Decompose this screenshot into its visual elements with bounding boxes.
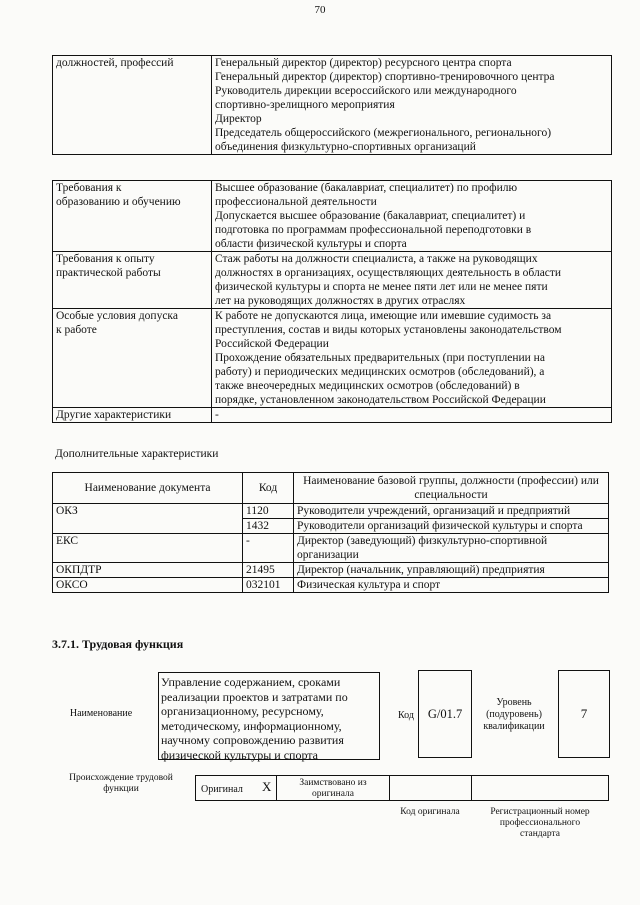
label-line: к работе <box>56 324 97 336</box>
value-line: лет на руководящих должностях в других отраслях <box>215 295 466 307</box>
label-line: Особые условия допуска <box>56 310 178 322</box>
code-original-label: Код оригинала <box>400 807 460 817</box>
divider <box>276 776 277 800</box>
label-line: Требования к <box>56 182 122 194</box>
additional-title: Дополнительные характеристики <box>55 448 219 460</box>
value-line: подготовка по программам профессиональной переподготовки в <box>215 224 532 236</box>
name-cell: Руководители организаций физической культуры и спорта <box>294 519 609 534</box>
original-label: Оригинал <box>201 784 243 795</box>
level-label: Уровень (подуровень) квалификации <box>483 697 545 732</box>
code-cell: 1432 <box>243 519 294 534</box>
requirement-label <box>53 181 212 252</box>
divider <box>471 776 472 800</box>
positions-table <box>52 55 612 155</box>
requirement-label <box>53 309 212 408</box>
value-line: К работе не допускаются лица, имеющие или имевшие судимость за <box>215 310 552 322</box>
function-name: Управление содержанием, сроками реализации проектов и затратами по организационному, ресурсному, методическому, информационному, научному сопровождению развития физической культуры и спорта <box>158 672 380 760</box>
table-row <box>53 578 609 593</box>
table-row <box>53 563 609 578</box>
position-line: объединения физкультурно-спортивных организаций <box>215 141 476 153</box>
doc-cell: ОКПДТР <box>53 563 243 578</box>
code-cell: - <box>243 534 294 563</box>
position-line: Генеральный директор (директор) спортивно-тренировочного центра <box>215 71 555 83</box>
section-heading: 3.7.1. Трудовая функция <box>52 637 184 651</box>
name-cell: Директор (заведующий) физкультурно-спортивной организации <box>294 534 609 563</box>
code-cell: 1120 <box>243 504 294 519</box>
doc-cell <box>53 519 243 534</box>
value-line: физической культуры и спорта не менее пяти лет или не менее пяти <box>215 281 548 293</box>
label-line: практической работы <box>56 267 161 279</box>
name-label: Наименование <box>69 708 133 719</box>
table-row <box>53 504 609 519</box>
name-cell: Директор (начальник, управляющий) предприятия <box>294 563 609 578</box>
doc-cell: ЕКС <box>53 534 243 563</box>
function-code: G/01.7 <box>418 670 472 758</box>
value-line: - <box>215 409 219 421</box>
requirement-value <box>212 408 612 423</box>
requirement-value <box>212 252 612 309</box>
requirement-value <box>212 309 612 408</box>
value-line: должностях в организациях, осуществляющих деятельность в области <box>215 267 562 279</box>
table-row <box>53 519 609 534</box>
position-line: Генеральный директор (директор) ресурсного центра спорта <box>215 57 512 69</box>
table-row <box>53 309 612 408</box>
table-row <box>53 252 612 309</box>
reg-number-label: Регистрационный номер профессионального стандарта <box>490 807 590 839</box>
position-line: Руководитель дирекции всероссийского или международного <box>215 85 517 97</box>
value-line: профессиональной деятельности <box>215 196 377 208</box>
label-line: Требования к опыту <box>56 253 155 265</box>
requirements-table <box>52 180 612 423</box>
table-row <box>53 181 612 252</box>
name-cell: Физическая культура и спорт <box>294 578 609 593</box>
column-header: Наименование базовой группы, должности (профессии) или специальности <box>294 473 609 504</box>
column-header: Наименование документа <box>53 473 243 504</box>
value-line: порядке, установленном законодательством Российской Федерации <box>215 394 546 406</box>
label-line: образованию и обучению <box>56 196 181 208</box>
doc-cell: ОКЗ <box>53 504 243 519</box>
value-line: преступления, состав и виды которых установлены законодательством <box>215 324 562 336</box>
value-line: области физической культуры и спорта <box>215 238 407 250</box>
original-mark: X <box>262 779 272 794</box>
code-label: Код <box>398 710 414 721</box>
value-line: также внеочередных медицинских осмотров (обследований) в <box>215 380 520 392</box>
code-cell: 032101 <box>243 578 294 593</box>
origin-row <box>195 775 609 801</box>
value-line: Российской Федерации <box>215 338 329 350</box>
value-line: Высшее образование (бакалавриат, специалитет) по профилю <box>215 182 518 194</box>
origin-label: Происхождение трудовой функции <box>69 773 173 794</box>
code-cell: 21495 <box>243 563 294 578</box>
requirement-label <box>53 252 212 309</box>
table-header-row <box>53 473 609 504</box>
divider <box>389 776 390 800</box>
value-line: Прохождение обязательных предварительных (при поступлении на <box>215 352 545 364</box>
borrowed-label: Заимствовано из оригинала <box>299 778 367 799</box>
position-line: Председатель общероссийского (межрегионального, регионального) <box>215 127 552 139</box>
classifiers-table <box>52 472 609 593</box>
table-row <box>53 408 612 423</box>
level-value: 7 <box>558 670 610 758</box>
position-line: Директор <box>215 113 262 125</box>
requirement-label <box>53 408 212 423</box>
position-line: спортивно-зрелищного мероприятия <box>215 99 395 111</box>
column-header: Код <box>243 473 294 504</box>
value-line: Стаж работы на должности специалиста, а также на руководящих <box>215 253 538 265</box>
requirement-value <box>212 181 612 252</box>
doc-cell: ОКСО <box>53 578 243 593</box>
positions-label: должностей, профессий <box>53 56 212 155</box>
name-cell: Руководители учреждений, организаций и предприятий <box>294 504 609 519</box>
positions-list <box>212 56 612 155</box>
page-number: 70 <box>314 4 326 16</box>
value-line: работу) и периодических медицинских осмотров (обследований), а <box>215 366 545 378</box>
label-line: Другие характеристики <box>56 409 172 421</box>
table-row <box>53 534 609 563</box>
value-line: Допускается высшее образование (бакалавриат, специалитет) и <box>215 210 526 222</box>
